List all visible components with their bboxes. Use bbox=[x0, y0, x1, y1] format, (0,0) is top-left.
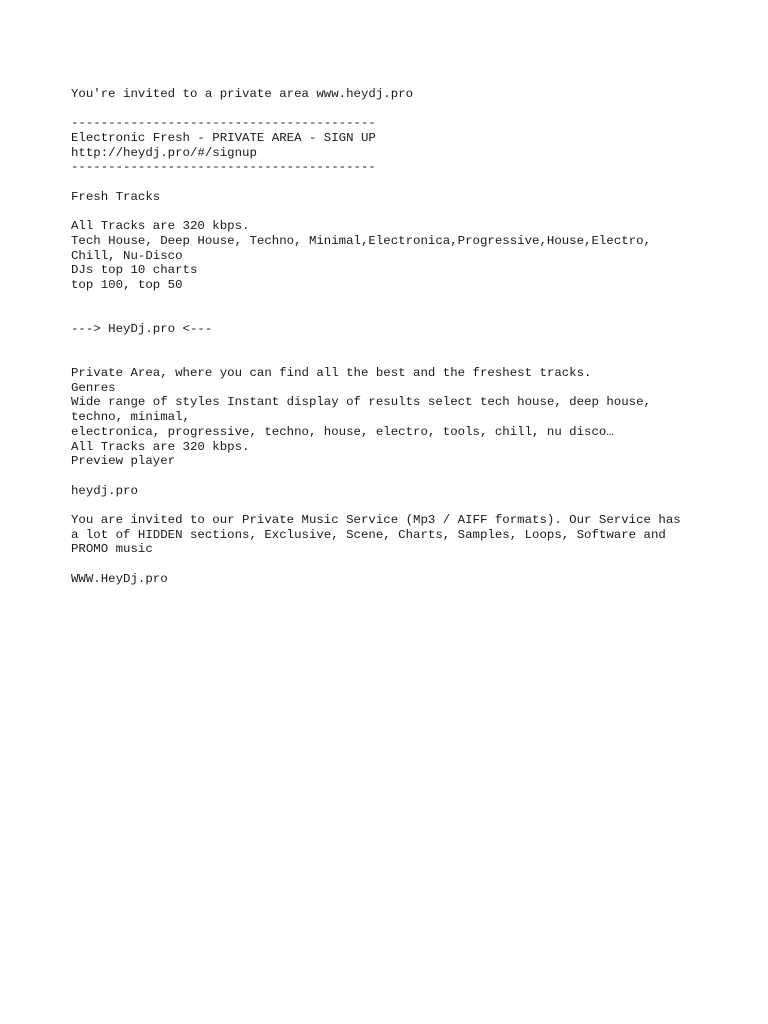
genres-label: Genres bbox=[71, 380, 116, 395]
blank-line bbox=[71, 469, 751, 484]
styles-line: electronica, progressive, techno, house, electro, tools, chill, nu disco… bbox=[71, 424, 614, 439]
service-line: a lot of HIDDEN sections, Exclusive, Scene, Charts, Samples, Loops, Software and bbox=[71, 527, 666, 542]
signup-url[interactable]: http://heydj.pro/#/signup bbox=[71, 145, 257, 160]
service-line: You are invited to our Private Music Service (Mp3 / AIFF formats). Our Service has bbox=[71, 512, 681, 527]
blank-line bbox=[71, 102, 751, 117]
bitrate-text: All Tracks are 320 kbps. bbox=[71, 219, 250, 234]
blank-lines bbox=[71, 337, 751, 366]
divider-bottom: ----------------------------------------- bbox=[71, 160, 376, 175]
tops-text: top 100, top 50 bbox=[71, 277, 183, 292]
signup-title: Electronic Fresh - PRIVATE AREA - SIGN UP bbox=[71, 131, 376, 146]
private-area-intro: Private Area, where you can find all the best and the freshest tracks. bbox=[71, 366, 592, 381]
fresh-tracks-section bbox=[71, 190, 751, 293]
service-line: PROMO music bbox=[71, 542, 153, 557]
blank-line bbox=[71, 498, 751, 513]
blank-line bbox=[71, 557, 751, 572]
charts-text: DJs top 10 charts bbox=[71, 263, 198, 278]
blank-lines bbox=[71, 293, 751, 322]
document-body bbox=[71, 87, 751, 586]
private-area-section bbox=[71, 366, 751, 469]
footer-link[interactable]: WWW.HeyDj.pro bbox=[71, 571, 168, 586]
banner-text: ---> HeyDj.pro <--- bbox=[71, 322, 213, 337]
service-paragraph bbox=[71, 513, 751, 557]
genres-list-line: Tech House, Deep House, Techno, Minimal,Electronica,Progressive,House,Electro, bbox=[71, 233, 651, 248]
styles-line: techno, minimal, bbox=[71, 410, 190, 425]
preview-player-text: Preview player bbox=[71, 454, 176, 469]
site-link[interactable]: heydj.pro bbox=[71, 483, 138, 498]
fresh-tracks-heading: Fresh Tracks bbox=[71, 189, 161, 204]
blank-line bbox=[71, 205, 751, 220]
divider-top: ----------------------------------------- bbox=[71, 116, 376, 131]
signup-block bbox=[71, 116, 751, 175]
genres-list-line: Chill, Nu-Disco bbox=[71, 248, 183, 263]
invite-line: You're invited to a private area www.heydj.pro bbox=[71, 87, 414, 101]
blank-line bbox=[71, 175, 751, 190]
bitrate-text: All Tracks are 320 kbps. bbox=[71, 439, 250, 454]
styles-line: Wide range of styles Instant display of results select tech house, deep house, bbox=[71, 395, 651, 410]
